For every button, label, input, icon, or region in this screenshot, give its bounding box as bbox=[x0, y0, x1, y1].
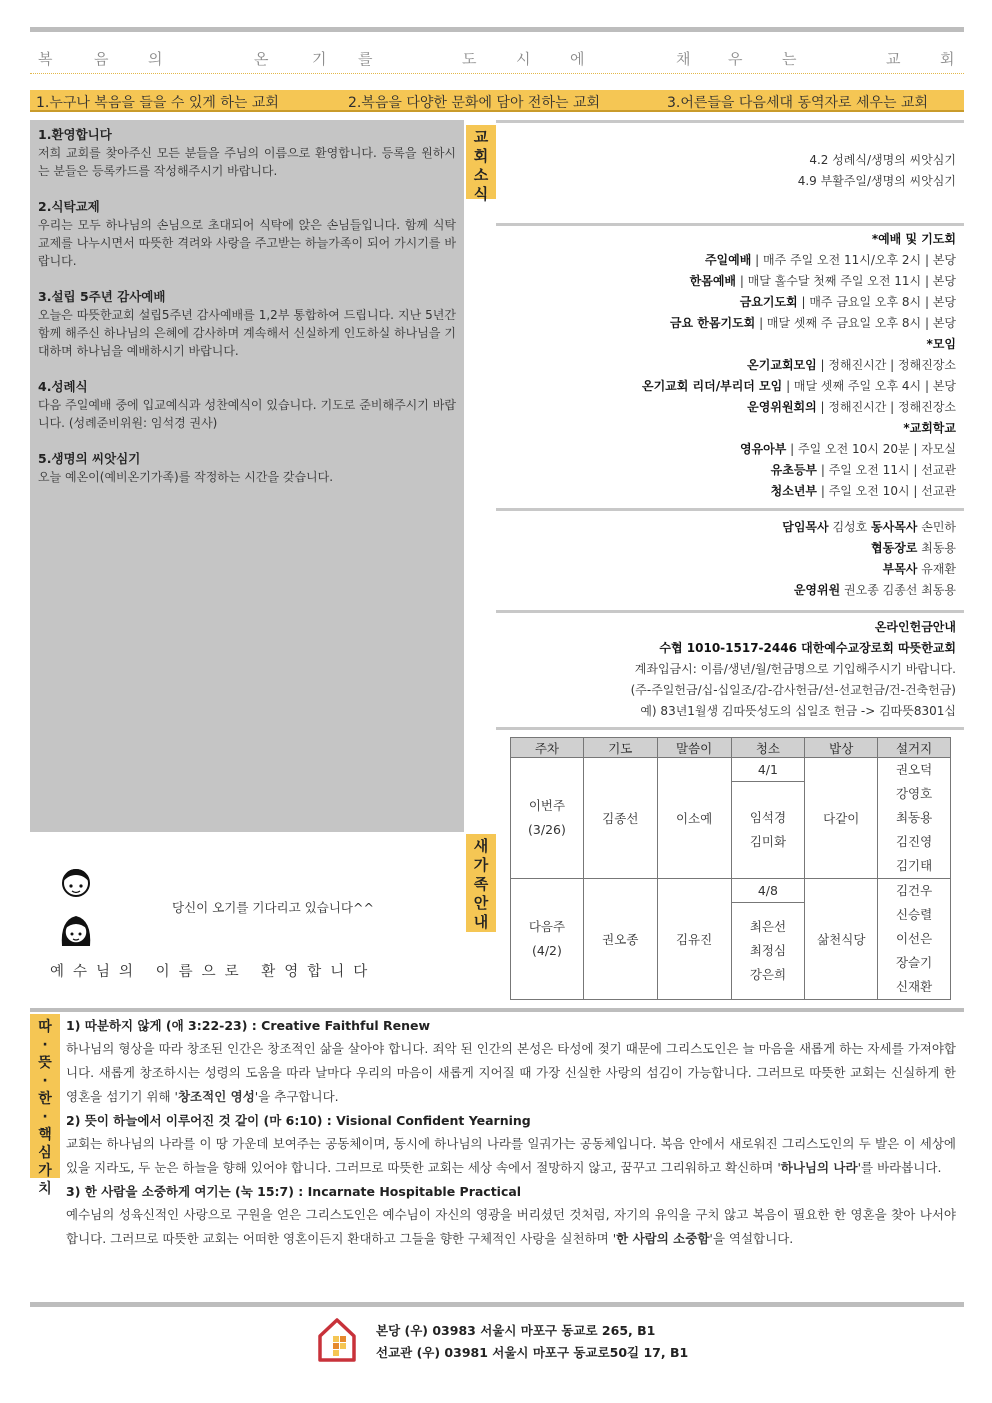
motto-char: 도 bbox=[462, 50, 477, 68]
announcement bbox=[38, 288, 456, 360]
column-header: 말씀이 bbox=[657, 738, 731, 758]
schedule-row: 금요기도회 | 매주 금요일 오후 8시 | 본당 bbox=[739, 295, 956, 309]
core-value-heading: 3) 한 사람을 소중하게 여기는 (눅 15:7) : Incarnate Hospitable Practical bbox=[66, 1184, 522, 1199]
clean-date-cell: 4/8 bbox=[731, 879, 805, 903]
announcement-body: 오늘 예온이(예비온기가족)를 작정하는 시간을 갖습니다. bbox=[38, 470, 334, 484]
divider bbox=[496, 610, 964, 613]
schedule-row: 한몸예배 | 매달 홀수달 첫째 주일 오전 11시 | 본당 bbox=[689, 274, 956, 288]
week-cell: 다음주 (4/2) bbox=[511, 879, 584, 1000]
announcement bbox=[38, 450, 456, 486]
school-heading: *교회학교 bbox=[903, 421, 956, 435]
footer-address bbox=[376, 1320, 688, 1364]
offering-title: 온라인헌금안내 bbox=[874, 620, 956, 634]
staff-block bbox=[496, 517, 964, 601]
church-logo-icon bbox=[316, 1314, 358, 1364]
week-cell: 이번주 (3/26) bbox=[511, 758, 584, 879]
divider bbox=[496, 223, 964, 226]
announcement bbox=[38, 126, 456, 180]
core-value-body: 교회는 하나님의 나라를 이 땅 가운데 보여주는 공동체이며, 동시에 하나님의 나라를 일궈가는 공동체입니다. 복음 안에서 새로워진 그리스도인의 두 발은 이 세상에 있을 지라도, 두 눈은 하늘을 향해 있어야 합니다. 그러므로 따뜻한 교회는 세상 속에서 절망하지 않고, 꿈꾸고 그리워하고 확신하며 '하나님의 나라'를 바라봅니다. bbox=[66, 1136, 956, 1175]
motto-char: 온 bbox=[254, 50, 269, 68]
clean-date-cell: 4/1 bbox=[731, 758, 805, 782]
core-values-tag-text: 따 · 뜻 · 한 · 핵 심 가 치 bbox=[38, 1019, 52, 1197]
offering-note: (주-주일헌금/십-십일조/감-감사헌금/선-선교헌금/건-건축헌금) bbox=[630, 683, 956, 697]
word-cell: 이소예 bbox=[657, 758, 731, 879]
offering-account: 수협 1010-1517-2446 대한예수교장로회 따뜻한교회 bbox=[659, 641, 956, 655]
table-row bbox=[511, 879, 951, 903]
schedule-row: 영유아부 | 주일 오전 10시 20분 | 자모실 bbox=[739, 442, 956, 456]
staff-row: 부목사 유재환 bbox=[882, 562, 956, 576]
section-rule bbox=[30, 1008, 964, 1012]
offering-note: 예) 83년1월생 김따뜻성도의 십일조 헌금 -> 김따뜻8301십 bbox=[640, 704, 956, 718]
motto-char: 에 bbox=[570, 50, 585, 68]
motto-char: 우 bbox=[728, 50, 743, 68]
announcements-panel bbox=[30, 120, 464, 832]
announcement bbox=[38, 378, 456, 432]
table-header-row bbox=[511, 738, 951, 758]
schedule-row: 온기교회모임 | 정해진시간 | 정해진장소 bbox=[747, 358, 956, 372]
dishes-cell: 김건우 신승렬 이선은 장슬기 신재환 bbox=[878, 879, 951, 1000]
core-value-heading: 1) 따분하지 않게 (애 3:22-23) : Creative Faithful Renew bbox=[66, 1018, 431, 1033]
divider bbox=[496, 727, 964, 730]
new-family-tag-text: 새 가 족 안 내 bbox=[473, 837, 489, 931]
boy-avatar-icon bbox=[60, 866, 92, 900]
main-address: 본당 (우) 03983 서울시 마포구 동교로 265, B1 bbox=[376, 1323, 656, 1338]
duty-roster-table bbox=[510, 737, 951, 1000]
slogan-bar bbox=[30, 90, 964, 112]
motto-char: 음 bbox=[94, 50, 109, 68]
news-item: 4.2 성례식/생명의 씨앗심기 bbox=[809, 153, 956, 167]
meal-cell: 삶천식당 bbox=[805, 879, 878, 1000]
cleaners-cell: 임석경 김미화 bbox=[731, 782, 805, 879]
staff-row: 담임목사 김성호 동사목사 손민하 bbox=[782, 520, 956, 534]
church-news-tag-text: 교 회 소 식 bbox=[473, 128, 489, 203]
core-values bbox=[66, 1014, 956, 1251]
motto-char: 의 bbox=[148, 50, 163, 68]
divider bbox=[496, 120, 964, 123]
girl-avatar-icon bbox=[58, 912, 94, 948]
schedule-block bbox=[496, 229, 964, 502]
motto-char: 채 bbox=[676, 50, 691, 68]
worship-heading: *예배 및 기도회 bbox=[871, 232, 956, 246]
announcement bbox=[38, 198, 456, 270]
announcement-body: 저희 교회를 찾아주신 모든 분들을 주님의 이름으로 환영합니다. 등록을 원하시는 분들은 등록카드를 작성해주시기 바랍니다. bbox=[38, 146, 456, 178]
announcement-title: 5.생명의 씨앗심기 bbox=[38, 451, 141, 466]
motto-char: 기 bbox=[312, 50, 327, 68]
core-value-heading: 2) 뜻이 하늘에서 이루어진 것 같이 (마 6:10) : Visional Confident Yearning bbox=[66, 1113, 531, 1128]
meeting-heading: *모임 bbox=[926, 337, 956, 351]
word-cell: 김유진 bbox=[657, 879, 731, 1000]
welcome-greeting: 예수님의 이름으로 환영합니다 bbox=[50, 964, 377, 980]
column-header: 설거지 bbox=[878, 738, 951, 758]
welcome-message: 당신이 오기를 기다리고 있습니다^^ bbox=[172, 900, 374, 915]
column-header: 주차 bbox=[511, 738, 584, 758]
news-list bbox=[496, 150, 964, 192]
schedule-row: 유초등부 | 주일 오전 11시 | 선교관 bbox=[770, 463, 956, 477]
top-rule bbox=[30, 27, 964, 32]
slogan-item: 1.누구나 복음을 들을 수 있게 하는 교회 bbox=[36, 95, 279, 111]
announcement-body: 오늘은 따뜻한교회 설립5주년 감사예배를 1,2부 통합하여 드립니다. 지난 5년간 함께 해주신 하나님의 은혜에 감사하며 계속해서 신실하게 인도하실 하나님을 기대하며 하나님을 예배하시기 바랍니다. bbox=[38, 308, 456, 358]
cleaners-cell: 최은선 최정심 강은희 bbox=[731, 903, 805, 1000]
announcement-title: 2.식탁교제 bbox=[38, 199, 100, 214]
slogan-item: 3.어른들을 다음세대 동역자로 세우는 교회 bbox=[667, 95, 929, 111]
core-values-tag bbox=[30, 1014, 60, 1197]
schedule-row: 금요 한몸기도회 | 매달 셋째 주 금요일 오후 8시 | 본당 bbox=[669, 316, 956, 330]
table-row bbox=[511, 758, 951, 782]
offering-block bbox=[496, 617, 964, 722]
motto-char: 복 bbox=[38, 50, 53, 68]
announcement-body: 우리는 모두 하나님의 손님으로 초대되어 식탁에 앉은 손님들입니다. 함께 식탁교제를 나누시면서 따뜻한 격려와 사랑을 주고받는 하늘가족이 되어 가시기를 바랍니다. bbox=[38, 218, 456, 268]
staff-row: 협동장로 최동용 bbox=[871, 541, 956, 555]
column-header: 청소 bbox=[731, 738, 805, 758]
schedule-row: 운영위원회의 | 정해진시간 | 정해진장소 bbox=[747, 400, 956, 414]
motto-char: 는 bbox=[782, 50, 797, 68]
staff-row: 운영위원 권오종 김종선 최동용 bbox=[793, 583, 956, 597]
announcement-body: 다음 주일예배 중에 입교예식과 성찬예식이 있습니다. 기도로 준비해주시기 바랍니다. (성례준비위원: 임석경 권사) bbox=[38, 398, 456, 430]
announcement-title: 1.환영합니다 bbox=[38, 127, 112, 142]
announcement-title: 4.성례식 bbox=[38, 379, 88, 394]
motto-char: 시 bbox=[516, 50, 531, 68]
schedule-row: 온기교회 리더/부리더 모임 | 매달 셋째 주일 오후 4시 | 본당 bbox=[641, 379, 956, 393]
schedule-row: 청소년부 | 주일 오전 10시 | 선교관 bbox=[770, 484, 956, 498]
schedule-row: 주일예배 | 매주 주일 오전 11시/오후 2시 | 본당 bbox=[704, 253, 956, 267]
church-motto bbox=[30, 44, 964, 74]
church-news-tag bbox=[466, 125, 496, 203]
motto-char: 를 bbox=[358, 50, 373, 68]
dishes-cell: 권오덕 강영호 최동용 김진영 김기태 bbox=[878, 758, 951, 879]
annex-address: 선교관 (우) 03981 서울시 마포구 동교로50길 17, B1 bbox=[376, 1345, 689, 1360]
column-header: 기도 bbox=[583, 738, 657, 758]
motto-char: 교 bbox=[886, 50, 901, 68]
column-header: 밥상 bbox=[805, 738, 878, 758]
offering-note: 계좌입금시: 이름/생년/월/헌금명으로 기입해주시기 바랍니다. bbox=[634, 662, 956, 676]
announcement-title: 3.설립 5주년 감사예배 bbox=[38, 289, 166, 304]
prayer-cell: 김종선 bbox=[583, 758, 657, 879]
core-value-body: 하나님의 형상을 따라 창조된 인간은 창조적인 삶을 살아야 합니다. 죄악 된 인간의 본성은 타성에 젖기 때문에 그리스도인은 늘 마음을 새롭게 하는 자세를 가져야합니다. 새롭게 창조하시는 성령의 도움을 따라 날마다 우리의 마음이 새롭게 지어질 때 가장 신실한 사랑의 섬김이 가능합니다. 그러므로 따뜻한 교회는 신실하게 한 영혼을 섬기기 위해 '창조적인 영성'을 추구합니다. bbox=[66, 1041, 957, 1104]
news-item: 4.9 부활주일/생명의 씨앗심기 bbox=[797, 174, 956, 188]
meal-cell: 다같이 bbox=[805, 758, 878, 879]
core-value-body: 예수님의 성육신적인 사랑으로 구원을 얻은 그리스도인은 예수님이 자신의 영광을 버리셨던 것처럼, 자기의 유익을 구치 않고 복음이 필요한 한 영혼을 찾아 나서야 합니다. 그러므로 따뜻한 교회는 어떠한 영혼이든지 환대하고 그들을 향한 구체적인 사랑을 실천하며 '한 사람의 소중함'을 역설합니다. bbox=[66, 1207, 956, 1246]
motto-char: 회 bbox=[940, 50, 955, 68]
bottom-rule bbox=[30, 1302, 964, 1307]
prayer-cell: 권오종 bbox=[583, 879, 657, 1000]
divider bbox=[496, 508, 964, 511]
slogan-item: 2.복음을 다양한 문화에 담아 전하는 교회 bbox=[348, 95, 600, 111]
new-family-tag bbox=[466, 834, 496, 932]
